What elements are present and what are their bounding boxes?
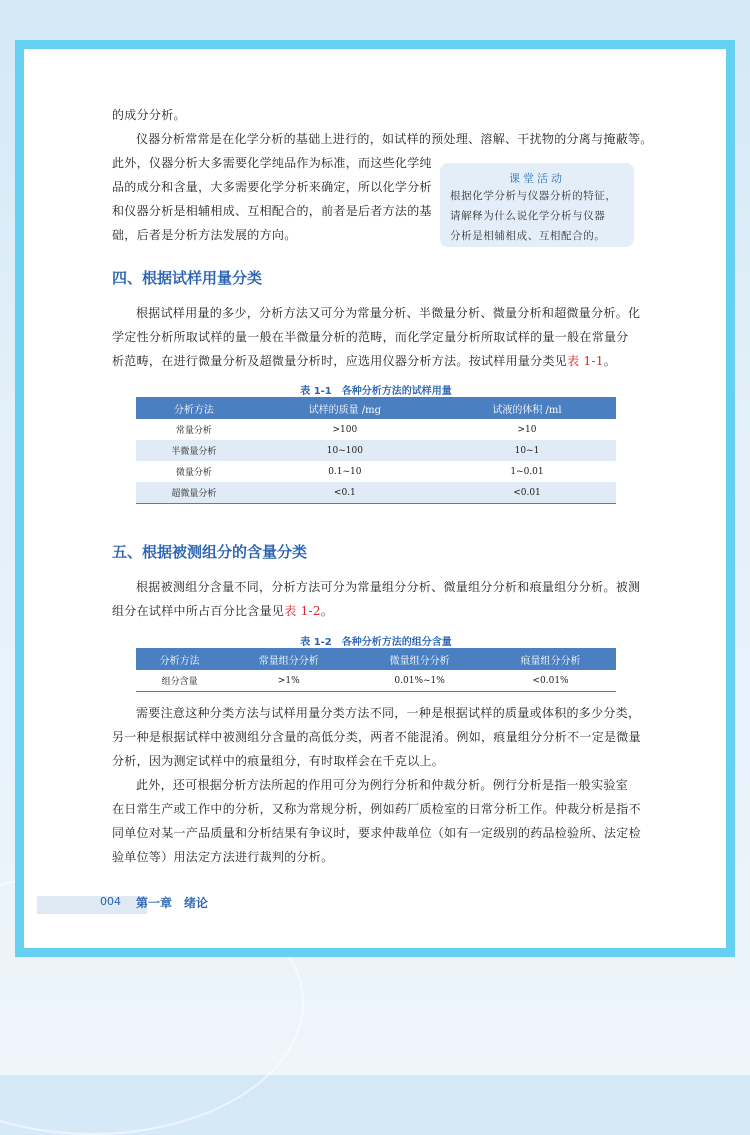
table-cell: >100: [332, 424, 358, 435]
sample-amount-table: [136, 397, 616, 504]
paragraph-line: 在日常生产或工作中的分析，又称为常规分析，例如药厂质检室的日常分析工作。仲裁分析是指不: [112, 802, 641, 816]
table-cell: 组分含量: [136, 670, 223, 692]
paragraph: 仪器分析常常是在化学分析的基础上进行的，如试样的预处理、溶解、干扰物的分离与掩蔽等。: [136, 132, 653, 146]
paragraph-line: 需要注意这种分类方法与试样用量分类方法不同，一种是根据试样的质量或体积的多少分类，: [136, 706, 641, 720]
table-cell: 0.01%~1%: [354, 670, 485, 692]
paragraph-line: 此外，还可根据分析方法所起的作用可分为例行分析和仲裁分析。例行分析是指一般实验室: [136, 778, 629, 792]
paragraph-line: 础，后者是分析方法发展的方向。: [112, 228, 297, 242]
activity-line: 请解释为什么说化学分析与仪器: [450, 210, 606, 222]
activity-line: 分析是相辅相成、互相配合的。: [450, 230, 606, 242]
table-row: [136, 461, 616, 482]
punctuation: 。: [320, 604, 334, 618]
column-header: 试样的质量 /mg: [252, 397, 438, 419]
table-caption: 表 1-1 各种分析方法的试样用量: [300, 386, 452, 397]
table-cell: 半微量分析: [136, 440, 252, 461]
paragraph-text: 析范畴，在进行微量分析及超微量分析时，应选用仪器分析方法。按试样用量分类见: [112, 354, 568, 368]
classroom-activity-box: [440, 163, 634, 247]
table-row: [136, 419, 616, 440]
table-row: [136, 670, 616, 692]
column-header: 常量组分分析: [223, 648, 354, 670]
table-cell: >10: [517, 424, 537, 435]
paragraph-text: 组分在试样中所占百分比含量见: [112, 604, 285, 618]
paragraph-line: 根据试样用量的多少，分析方法又可分为常量分析、半微量分析、微量分析和超微量分析。化: [136, 306, 641, 320]
column-header: 微量组分分析: [354, 648, 485, 670]
table-row: [136, 440, 616, 461]
table-cell: >1%: [223, 670, 354, 692]
paragraph-line: 分析，因为测定试样中的痕量组分，有时取样会在千克以上。: [112, 754, 445, 768]
paragraph-line: 根据被测组分含量不同，分析方法可分为常量组分分析、微量组分分析和痕量组分分析。被测: [136, 580, 641, 594]
paragraph-line: 验单位等）用法定方法进行裁判的分析。: [112, 850, 334, 864]
column-header: 痕量组分分析: [485, 648, 616, 670]
table-reference-link[interactable]: 表 1-1: [567, 354, 604, 368]
table-cell: 0.1~10: [328, 466, 362, 477]
table-cell: 10~100: [252, 440, 438, 461]
table-cell: <0.1: [252, 482, 438, 504]
activity-title: 课堂活动: [509, 172, 565, 185]
page: [24, 49, 726, 948]
page-number: 004: [100, 895, 121, 908]
paragraph-line: 学定性分析所取试样的量一般在半微量分析的范畴，而化学定量分析所取试样的量一般在常量分: [112, 330, 629, 344]
footer-band: [37, 896, 147, 914]
table-reference-link[interactable]: 表 1-2: [284, 604, 321, 618]
table-cell: 1~0.01: [510, 466, 544, 477]
activity-line: 根据化学分析与仪器分析的特征，: [450, 190, 617, 202]
table-caption: 表 1-2 各种分析方法的组分含量: [300, 637, 452, 648]
paragraph-line: 另一种是根据试样中被测组分含量的高低分类，两者不能混淆。例如，痕量组分分析不一定是微量: [112, 730, 641, 744]
paragraph-fragment: 的成分分析。: [112, 108, 186, 122]
table-row: [136, 482, 616, 504]
chapter-title: 第一章 绪论: [136, 896, 209, 910]
table-header-row: [136, 648, 616, 670]
paragraph-line: 品的成分和含量，大多需要化学分析来确定，所以化学分析: [112, 180, 432, 194]
section-heading: 四、根据试样用量分类: [112, 269, 263, 287]
column-header: 试液的体积 /ml: [438, 397, 616, 419]
paragraph-line: 此外，仪器分析大多需要化学纯品作为标准，而这些化学纯: [112, 156, 432, 170]
table-header-row: [136, 397, 616, 419]
paragraph-line: 同单位对某一产品质量和分析结果有争议时，要求仲裁单位（如有一定级别的药品检验所、法定检: [112, 826, 641, 840]
paragraph-line: [112, 599, 333, 623]
component-content-table: [136, 648, 616, 692]
table-cell: 10~1: [438, 440, 616, 461]
column-header: 分析方法: [136, 397, 252, 419]
paragraph-line: [112, 349, 616, 373]
table-cell: 常量分析: [175, 426, 212, 436]
punctuation: 。: [603, 354, 617, 368]
table-cell: 超微量分析: [136, 482, 252, 504]
paragraph-line: 和仪器分析是相辅相成、互相配合的，前者是后者方法的基: [112, 204, 432, 218]
table-cell: 微量分析: [175, 468, 212, 478]
table-cell: <0.01%: [485, 670, 616, 692]
column-header: 分析方法: [136, 648, 223, 670]
table-cell: <0.01: [438, 482, 616, 504]
section-heading: 五、根据被测组分的含量分类: [112, 543, 308, 561]
